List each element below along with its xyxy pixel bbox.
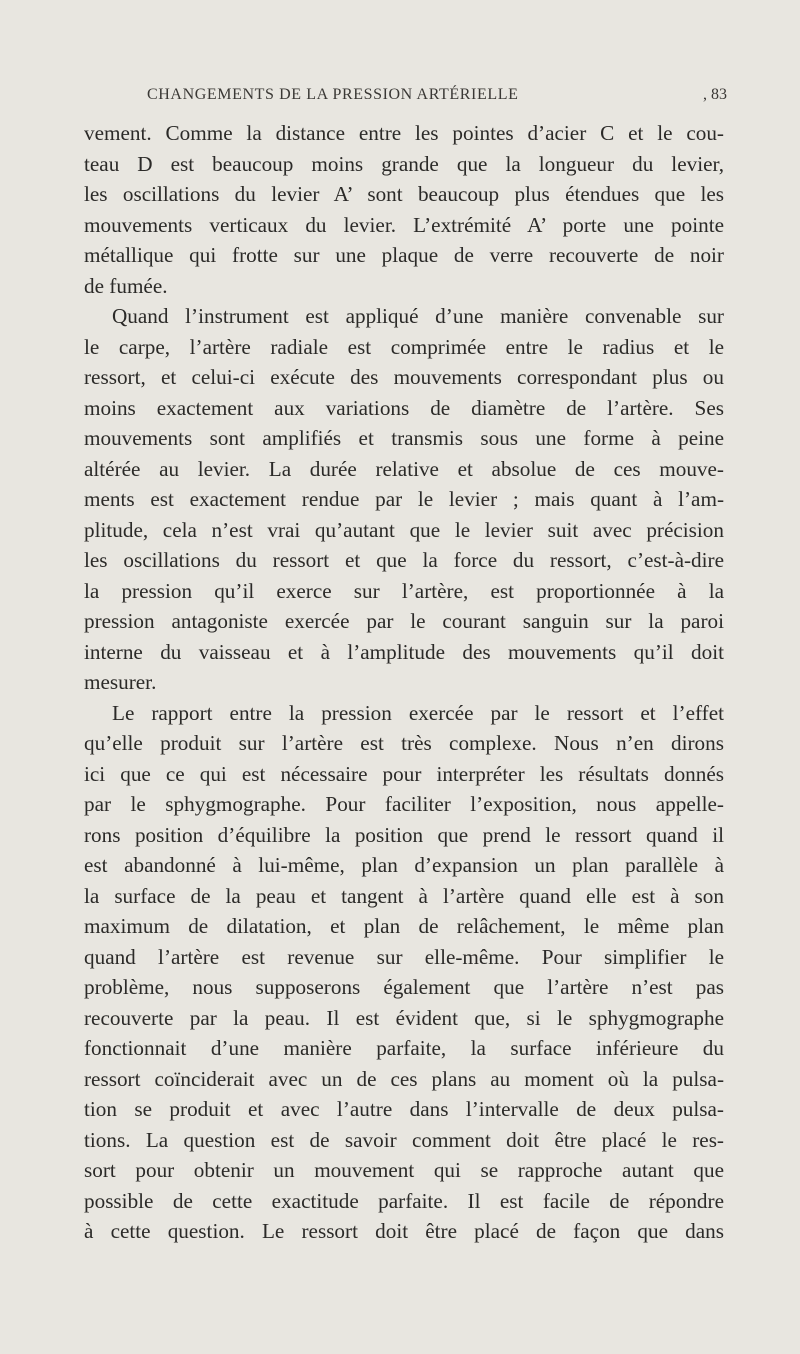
text-line: qu’elle produit sur l’artère est très complexe. Nous n’en dirons <box>84 731 724 755</box>
paragraph-start-line: Quand l’instrument est appliqué d’une manière convenable sur <box>112 304 724 328</box>
text-line: recouverte par la peau. Il est évident que, si le sphygmographe <box>84 1005 724 1030</box>
text-line: tion se produit et avec l’autre dans l’intervalle de deux pulsa- <box>84 1097 724 1121</box>
paragraph-start-line: Le rapport entre la pression exercée par le ressort et l’effet <box>112 700 724 725</box>
body-text <box>84 118 724 1247</box>
running-head-title: CHANGEMENTS DE LA PRESSION ARTÉRIELLE <box>147 86 519 103</box>
text-line: ici que ce qui est nécessaire pour interpréter les résultats donnés <box>84 761 724 786</box>
text-line: interne du vaisseau et à l’amplitude des mouvements qu’il doit <box>84 639 724 664</box>
text-line: quand l’artère est revenue sur elle-même. Pour simplifier le <box>84 944 724 969</box>
text-line: le carpe, l’artère radiale est comprimée entre le radius et le <box>84 334 724 359</box>
text-line: ressort coïnciderait avec un de ces plans au moment où la pulsa- <box>84 1066 724 1091</box>
text-line: sort pour obtenir un mouvement qui se rapproche autant que <box>84 1158 724 1182</box>
text-line: à cette question. Le ressort doit être placé de façon que dans <box>84 1219 724 1243</box>
text-line: la surface de la peau et tangent à l’artère quand elle est à son <box>84 883 724 908</box>
text-line: teau D est beaucoup moins grande que la longueur du levier, <box>84 151 724 176</box>
text-line: mesurer. <box>84 670 157 694</box>
text-line: est abandonné à lui-même, plan d’expansion un plan parallèle à <box>84 853 724 877</box>
text-line: rons position d’équilibre la position que prend le ressort quand il <box>84 822 724 847</box>
text-line: possible de cette exactitude parfaite. Il est facile de répondre <box>84 1188 724 1213</box>
text-line: altérée au levier. La durée relative et absolue de ces mouve- <box>84 456 724 481</box>
text-line: maximum de dilatation, et plan de relâchement, le même plan <box>84 914 724 938</box>
text-line: mouvements verticaux du levier. L’extrémité A’ porte une pointe <box>84 212 724 237</box>
text-line: par le sphygmographe. Pour faciliter l’exposition, nous appelle- <box>84 792 724 816</box>
text-line: moins exactement aux variations de diamètre de l’artère. Ses <box>84 395 724 420</box>
text-line: vement. Comme la distance entre les pointes d’acier C et le cou- <box>84 121 724 145</box>
text-line: tions. La question est de savoir comment doit être placé le res- <box>84 1127 724 1152</box>
text-line: métallique qui frotte sur une plaque de verre recouverte de noir <box>84 243 724 267</box>
text-line: ressort, et celui-ci exécute des mouvements correspondant plus ou <box>84 365 724 389</box>
text-line: mouvements sont amplifiés et transmis sous une forme à peine <box>84 426 724 450</box>
text-line: les oscillations du ressort et que la force du ressort, c’est-à-dire <box>84 548 724 572</box>
text-line: plitude, cela n’est vrai qu’autant que le levier suit avec précision <box>84 517 724 542</box>
page-number: , 83 <box>703 86 727 103</box>
text-line: pression antagoniste exercée par le courant sanguin sur la paroi <box>84 609 724 633</box>
text-line: ments est exactement rendue par le levier ; mais quant à l’am- <box>84 487 724 511</box>
text-line: de fumée. <box>84 273 168 298</box>
text-line: problème, nous supposerons également que l’artère n’est pas <box>84 975 724 999</box>
text-line: fonctionnait d’une manière parfaite, la surface inférieure du <box>84 1036 724 1060</box>
text-line: la pression qu’il exerce sur l’artère, est proportionnée à la <box>84 578 724 603</box>
text-line: les oscillations du levier A’ sont beaucoup plus étendues que les <box>84 182 724 206</box>
